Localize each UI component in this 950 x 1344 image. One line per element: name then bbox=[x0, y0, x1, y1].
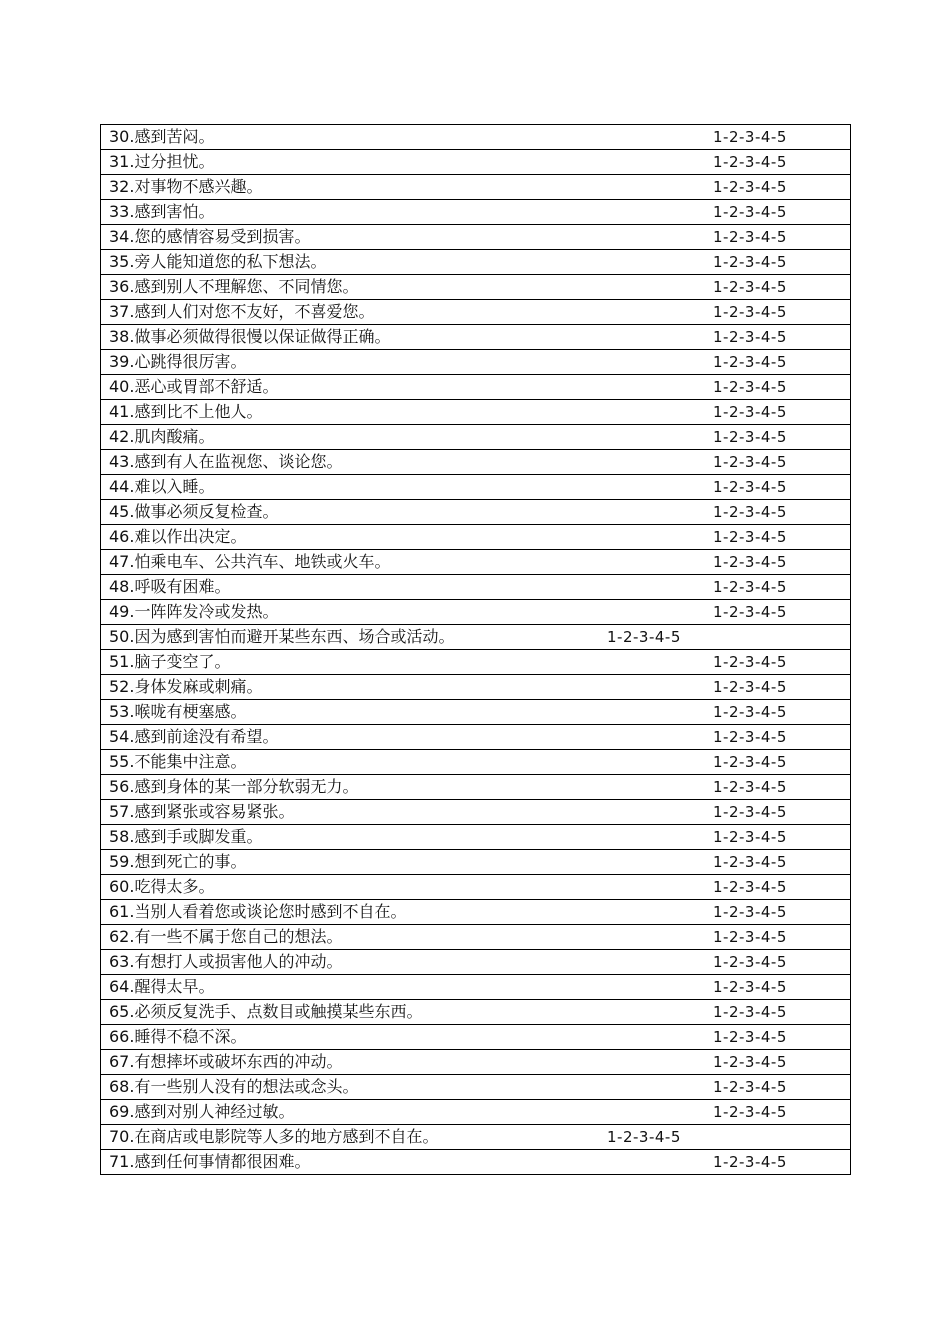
questionnaire-cell bbox=[101, 375, 851, 400]
question-text: 34.您的感情容易受到损害。 bbox=[109, 227, 311, 246]
questionnaire-cell bbox=[101, 250, 851, 275]
question-text: 68.有一些别人没有的想法或念头。 bbox=[109, 1077, 359, 1096]
question-text: 31.过分担忧。 bbox=[109, 152, 215, 171]
questionnaire-row bbox=[101, 175, 851, 200]
rating-scale: 1-2-3-4-5 bbox=[713, 378, 787, 396]
rating-scale: 1-2-3-4-5 bbox=[713, 1153, 787, 1171]
question-text: 32.对事物不感兴趣。 bbox=[109, 177, 263, 196]
questionnaire-cell bbox=[101, 800, 851, 825]
question-text: 39.心跳得很厉害。 bbox=[109, 352, 247, 371]
question-text: 45.做事必须反复检查。 bbox=[109, 502, 279, 521]
questionnaire-row bbox=[101, 825, 851, 850]
questionnaire-row bbox=[101, 350, 851, 375]
question-text: 66.睡得不稳不深。 bbox=[109, 1027, 247, 1046]
questionnaire-row bbox=[101, 925, 851, 950]
questionnaire-row bbox=[101, 475, 851, 500]
questionnaire-cell bbox=[101, 1125, 851, 1150]
questionnaire-cell bbox=[101, 900, 851, 925]
rating-scale: 1-2-3-4-5 bbox=[713, 678, 787, 696]
questionnaire-row bbox=[101, 650, 851, 675]
rating-scale: 1-2-3-4-5 bbox=[713, 853, 787, 871]
questionnaire-cell bbox=[101, 825, 851, 850]
question-text: 51.脑子变空了。 bbox=[109, 652, 231, 671]
rating-scale: 1-2-3-4-5 bbox=[713, 703, 787, 721]
question-text: 56.感到身体的某一部分软弱无力。 bbox=[109, 777, 359, 796]
question-text: 60.吃得太多。 bbox=[109, 877, 215, 896]
questionnaire-row bbox=[101, 950, 851, 975]
questionnaire-cell bbox=[101, 1150, 851, 1175]
question-text: 46.难以作出决定。 bbox=[109, 527, 247, 546]
questionnaire-cell bbox=[101, 450, 851, 475]
questionnaire-row bbox=[101, 200, 851, 225]
rating-scale: 1-2-3-4-5 bbox=[713, 353, 787, 371]
questionnaire-row bbox=[101, 1050, 851, 1075]
questionnaire-row bbox=[101, 975, 851, 1000]
questionnaire-cell bbox=[101, 1025, 851, 1050]
questionnaire-cell bbox=[101, 575, 851, 600]
questionnaire-cell bbox=[101, 875, 851, 900]
questionnaire-row bbox=[101, 1025, 851, 1050]
rating-scale: 1-2-3-4-5 bbox=[713, 928, 787, 946]
rating-scale: 1-2-3-4-5 bbox=[713, 553, 787, 571]
questionnaire-cell bbox=[101, 125, 851, 150]
rating-scale: 1-2-3-4-5 bbox=[713, 653, 787, 671]
rating-scale: 1-2-3-4-5 bbox=[607, 628, 681, 646]
questionnaire-row bbox=[101, 125, 851, 150]
questionnaire-row bbox=[101, 1100, 851, 1125]
questionnaire-row bbox=[101, 1075, 851, 1100]
symptom-questionnaire-table bbox=[100, 124, 851, 1175]
questionnaire-cell bbox=[101, 275, 851, 300]
questionnaire-row bbox=[101, 1125, 851, 1150]
questionnaire-row bbox=[101, 325, 851, 350]
questionnaire-cell bbox=[101, 400, 851, 425]
rating-scale: 1-2-3-4-5 bbox=[713, 228, 787, 246]
questionnaire-cell bbox=[101, 975, 851, 1000]
question-text: 58.感到手或脚发重。 bbox=[109, 827, 263, 846]
questionnaire-cell bbox=[101, 1000, 851, 1025]
questionnaire-row bbox=[101, 875, 851, 900]
question-text: 48.呼吸有困难。 bbox=[109, 577, 231, 596]
question-text: 49.一阵阵发冷或发热。 bbox=[109, 602, 279, 621]
rating-scale: 1-2-3-4-5 bbox=[713, 478, 787, 496]
question-text: 70.在商店或电影院等人多的地方感到不自在。 bbox=[109, 1127, 439, 1146]
rating-scale: 1-2-3-4-5 bbox=[713, 178, 787, 196]
question-text: 52.身体发麻或刺痛。 bbox=[109, 677, 263, 696]
questionnaire-row bbox=[101, 1150, 851, 1175]
question-text: 69.感到对别人神经过敏。 bbox=[109, 1102, 295, 1121]
rating-scale: 1-2-3-4-5 bbox=[713, 253, 787, 271]
questionnaire-cell bbox=[101, 850, 851, 875]
rating-scale: 1-2-3-4-5 bbox=[713, 503, 787, 521]
questionnaire-row bbox=[101, 575, 851, 600]
rating-scale: 1-2-3-4-5 bbox=[713, 978, 787, 996]
rating-scale: 1-2-3-4-5 bbox=[713, 328, 787, 346]
rating-scale: 1-2-3-4-5 bbox=[713, 1103, 787, 1121]
questionnaire-row bbox=[101, 675, 851, 700]
questionnaire-row bbox=[101, 300, 851, 325]
questionnaire-cell bbox=[101, 1075, 851, 1100]
question-text: 61.当别人看着您或谈论您时感到不自在。 bbox=[109, 902, 407, 921]
question-text: 42.肌肉酸痛。 bbox=[109, 427, 215, 446]
questionnaire-cell bbox=[101, 600, 851, 625]
question-text: 55.不能集中注意。 bbox=[109, 752, 247, 771]
questionnaire-row bbox=[101, 700, 851, 725]
rating-scale: 1-2-3-4-5 bbox=[713, 728, 787, 746]
rating-scale: 1-2-3-4-5 bbox=[713, 428, 787, 446]
questionnaire-row bbox=[101, 425, 851, 450]
rating-scale: 1-2-3-4-5 bbox=[713, 453, 787, 471]
questionnaire-row bbox=[101, 625, 851, 650]
questionnaire-cell bbox=[101, 300, 851, 325]
question-text: 40.恶心或胃部不舒适。 bbox=[109, 377, 279, 396]
questionnaire-cell bbox=[101, 175, 851, 200]
questionnaire-cell bbox=[101, 225, 851, 250]
question-text: 53.喉咙有梗塞感。 bbox=[109, 702, 247, 721]
question-text: 50.因为感到害怕而避开某些东西、场合或活动。 bbox=[109, 627, 455, 646]
questionnaire-cell bbox=[101, 650, 851, 675]
question-text: 57.感到紧张或容易紧张。 bbox=[109, 802, 295, 821]
rating-scale: 1-2-3-4-5 bbox=[713, 278, 787, 296]
question-text: 33.感到害怕。 bbox=[109, 202, 215, 221]
question-text: 43.感到有人在监视您、谈论您。 bbox=[109, 452, 343, 471]
question-text: 38.做事必须做得很慢以保证做得正确。 bbox=[109, 327, 391, 346]
rating-scale: 1-2-3-4-5 bbox=[713, 953, 787, 971]
questionnaire-cell bbox=[101, 1050, 851, 1075]
rating-scale: 1-2-3-4-5 bbox=[713, 753, 787, 771]
rating-scale: 1-2-3-4-5 bbox=[713, 403, 787, 421]
question-text: 41.感到比不上他人。 bbox=[109, 402, 263, 421]
questionnaire-cell bbox=[101, 700, 851, 725]
questionnaire-cell bbox=[101, 725, 851, 750]
questionnaire-cell bbox=[101, 500, 851, 525]
questionnaire-cell bbox=[101, 950, 851, 975]
questionnaire-row bbox=[101, 725, 851, 750]
questionnaire-cell bbox=[101, 475, 851, 500]
question-text: 62.有一些不属于您自己的想法。 bbox=[109, 927, 343, 946]
rating-scale: 1-2-3-4-5 bbox=[607, 1128, 681, 1146]
rating-scale: 1-2-3-4-5 bbox=[713, 828, 787, 846]
questionnaire-row bbox=[101, 550, 851, 575]
question-text: 35.旁人能知道您的私下想法。 bbox=[109, 252, 327, 271]
rating-scale: 1-2-3-4-5 bbox=[713, 778, 787, 796]
questionnaire-row bbox=[101, 275, 851, 300]
questionnaire-row bbox=[101, 525, 851, 550]
question-text: 54.感到前途没有希望。 bbox=[109, 727, 279, 746]
rating-scale: 1-2-3-4-5 bbox=[713, 203, 787, 221]
rating-scale: 1-2-3-4-5 bbox=[713, 128, 787, 146]
questionnaire-rows bbox=[101, 125, 851, 1175]
questionnaire-row bbox=[101, 400, 851, 425]
questionnaire-row bbox=[101, 500, 851, 525]
questionnaire-cell bbox=[101, 925, 851, 950]
questionnaire-cell bbox=[101, 625, 851, 650]
rating-scale: 1-2-3-4-5 bbox=[713, 528, 787, 546]
questionnaire-cell bbox=[101, 550, 851, 575]
question-text: 37.感到人们对您不友好，不喜爱您。 bbox=[109, 302, 375, 321]
questionnaire-cell bbox=[101, 325, 851, 350]
question-text: 36.感到别人不理解您、不同情您。 bbox=[109, 277, 359, 296]
questionnaire-cell bbox=[101, 150, 851, 175]
questionnaire-cell bbox=[101, 675, 851, 700]
questionnaire-row bbox=[101, 250, 851, 275]
questionnaire-cell bbox=[101, 1100, 851, 1125]
questionnaire-row bbox=[101, 375, 851, 400]
questionnaire-row bbox=[101, 225, 851, 250]
questionnaire-row bbox=[101, 1000, 851, 1025]
question-text: 63.有想打人或损害他人的冲动。 bbox=[109, 952, 343, 971]
questionnaire-row bbox=[101, 800, 851, 825]
questionnaire-row bbox=[101, 750, 851, 775]
questionnaire-row bbox=[101, 775, 851, 800]
rating-scale: 1-2-3-4-5 bbox=[713, 1078, 787, 1096]
questionnaire-cell bbox=[101, 350, 851, 375]
question-text: 59.想到死亡的事。 bbox=[109, 852, 247, 871]
question-text: 47.怕乘电车、公共汽车、地铁或火车。 bbox=[109, 552, 391, 571]
questionnaire-row bbox=[101, 900, 851, 925]
questionnaire-row bbox=[101, 850, 851, 875]
rating-scale: 1-2-3-4-5 bbox=[713, 803, 787, 821]
rating-scale: 1-2-3-4-5 bbox=[713, 603, 787, 621]
question-text: 67.有想摔坏或破坏东西的冲动。 bbox=[109, 1052, 343, 1071]
rating-scale: 1-2-3-4-5 bbox=[713, 153, 787, 171]
rating-scale: 1-2-3-4-5 bbox=[713, 878, 787, 896]
questionnaire-cell bbox=[101, 200, 851, 225]
question-text: 71.感到任何事情都很困难。 bbox=[109, 1152, 311, 1171]
rating-scale: 1-2-3-4-5 bbox=[713, 303, 787, 321]
questionnaire-row bbox=[101, 600, 851, 625]
question-text: 64.醒得太早。 bbox=[109, 977, 215, 996]
questionnaire-cell bbox=[101, 750, 851, 775]
questionnaire-cell bbox=[101, 425, 851, 450]
rating-scale: 1-2-3-4-5 bbox=[713, 1003, 787, 1021]
rating-scale: 1-2-3-4-5 bbox=[713, 903, 787, 921]
rating-scale: 1-2-3-4-5 bbox=[713, 1053, 787, 1071]
questionnaire-cell bbox=[101, 775, 851, 800]
rating-scale: 1-2-3-4-5 bbox=[713, 1028, 787, 1046]
question-text: 30.感到苦闷。 bbox=[109, 127, 215, 146]
questionnaire-row bbox=[101, 150, 851, 175]
question-text: 65.必须反复洗手、点数目或触摸某些东西。 bbox=[109, 1002, 423, 1021]
questionnaire-row bbox=[101, 450, 851, 475]
questionnaire-cell bbox=[101, 525, 851, 550]
rating-scale: 1-2-3-4-5 bbox=[713, 578, 787, 596]
question-text: 44.难以入睡。 bbox=[109, 477, 215, 496]
